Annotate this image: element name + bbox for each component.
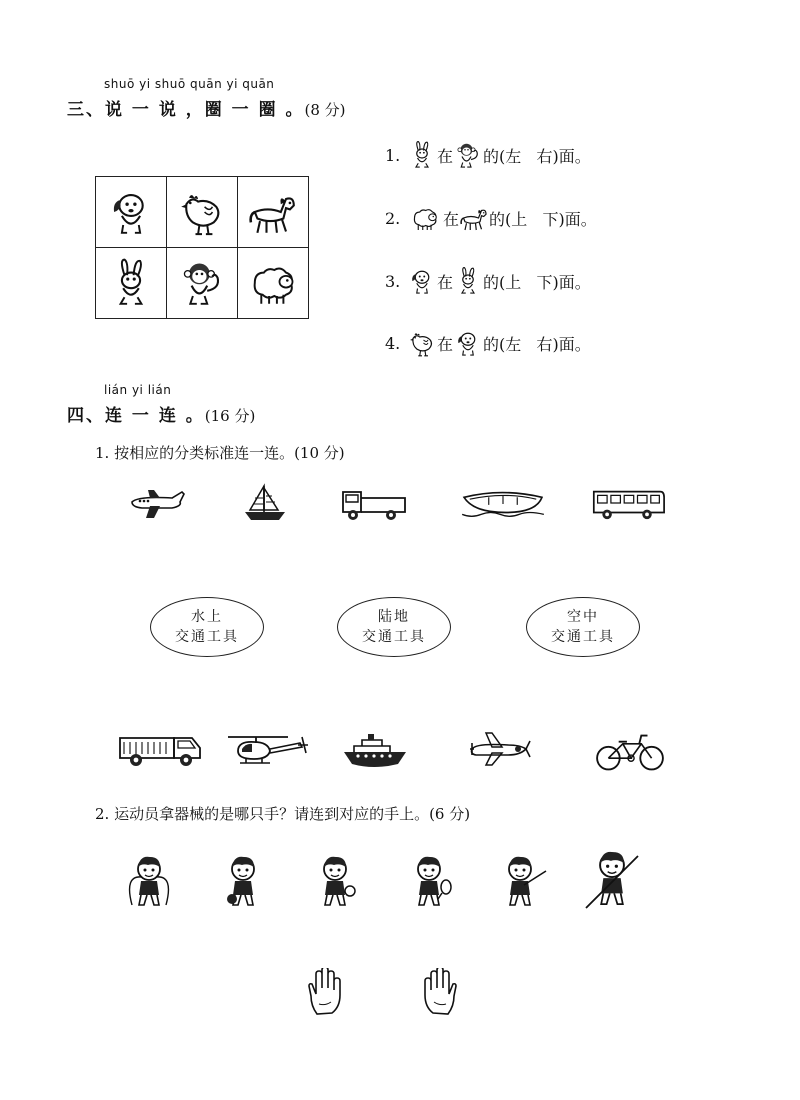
dog-icon — [105, 186, 157, 238]
question-connector: 在 — [437, 272, 454, 292]
category-water[interactable] — [150, 597, 264, 657]
section4-points: (16 分) — [204, 407, 256, 425]
question-2 — [385, 203, 597, 233]
monkey-icon — [453, 140, 483, 170]
section3-heading — [67, 95, 346, 120]
airplane-icon[interactable] — [128, 482, 188, 522]
question-4 — [385, 328, 591, 358]
rabbit-icon — [105, 257, 157, 309]
grid-cell-hen — [167, 177, 238, 248]
animal-grid — [95, 176, 309, 319]
question-choice[interactable]: 的(左 右)面。 — [483, 146, 591, 166]
question-choice[interactable]: 的(上 下)面。 — [489, 209, 597, 229]
category-line2: 交通工具 — [551, 629, 615, 645]
small-plane-icon[interactable] — [466, 728, 536, 770]
grid-cell-horse — [238, 177, 309, 248]
pickup-truck-icon[interactable] — [116, 728, 206, 768]
category-air[interactable] — [526, 597, 640, 657]
category-line2: 交通工具 — [175, 629, 239, 645]
hen-icon — [407, 328, 437, 358]
rabbit-icon — [407, 140, 437, 170]
dog-icon — [453, 328, 483, 358]
section3-title: 三、说 一 说 ，圈 一 圈 。 — [67, 100, 305, 120]
question-connector: 在 — [443, 209, 460, 229]
javelin-athlete-icon[interactable] — [582, 850, 642, 915]
question-1 — [385, 140, 591, 170]
dog-icon — [407, 266, 437, 296]
question-4-1: 1. 按相应的分类标准连一连。(10 分) — [95, 444, 345, 462]
grid-cell-dog — [96, 177, 167, 248]
question-number: 3. — [385, 271, 401, 291]
truck-icon[interactable] — [338, 482, 410, 522]
question-4-2: 2. 运动员拿器械的是哪只手？请连到对应的手上。(6 分) — [95, 805, 471, 823]
sheep-icon — [407, 203, 443, 233]
badminton-athlete-icon[interactable] — [404, 855, 454, 915]
question-number: 2. — [385, 208, 401, 228]
category-line1: 水上 — [191, 609, 223, 625]
rowboat-icon[interactable] — [458, 484, 548, 522]
hen-icon — [176, 186, 228, 238]
question-choice[interactable]: 的(上 下)面。 — [483, 272, 591, 292]
section3-points: (8 分) — [304, 101, 346, 119]
grid-cell-rabbit — [96, 248, 167, 319]
rabbit-icon — [453, 266, 483, 296]
grid-cell-sheep — [238, 248, 309, 319]
category-line2: 交通工具 — [362, 629, 426, 645]
section4-pinyin: lián yi lián — [104, 383, 172, 397]
sheep-icon — [247, 257, 299, 309]
ball-athlete-icon[interactable] — [218, 855, 268, 915]
monkey-icon — [176, 257, 228, 309]
question-choice[interactable]: 的(左 右)面。 — [483, 334, 591, 354]
question-connector: 在 — [437, 334, 454, 354]
horse-icon — [459, 203, 489, 233]
question-connector: 在 — [437, 146, 454, 166]
pingpong-athlete-icon[interactable] — [310, 855, 360, 915]
horse-icon — [247, 186, 299, 238]
section4-heading — [67, 401, 255, 426]
helicopter-icon[interactable] — [222, 728, 312, 770]
question-3 — [385, 266, 591, 296]
rope-athlete-icon[interactable] — [124, 855, 174, 915]
left-hand-icon[interactable] — [305, 968, 345, 1018]
question-number: 4. — [385, 333, 401, 353]
section3-pinyin: shuō yi shuō quān yi quān — [104, 77, 275, 91]
section4-title: 四、连 一 连 。 — [67, 406, 205, 426]
category-land[interactable] — [337, 597, 451, 657]
ship-icon[interactable] — [340, 728, 410, 772]
fencer-icon[interactable] — [490, 855, 550, 915]
right-hand-icon[interactable] — [420, 968, 460, 1018]
question-number: 1. — [385, 145, 401, 165]
bicycle-icon[interactable] — [594, 728, 666, 776]
category-line1: 空中 — [567, 609, 599, 625]
grid-cell-monkey — [167, 248, 238, 319]
sailboat-icon[interactable] — [235, 482, 295, 522]
bus-icon[interactable] — [590, 484, 666, 522]
category-line1: 陆地 — [378, 609, 410, 625]
